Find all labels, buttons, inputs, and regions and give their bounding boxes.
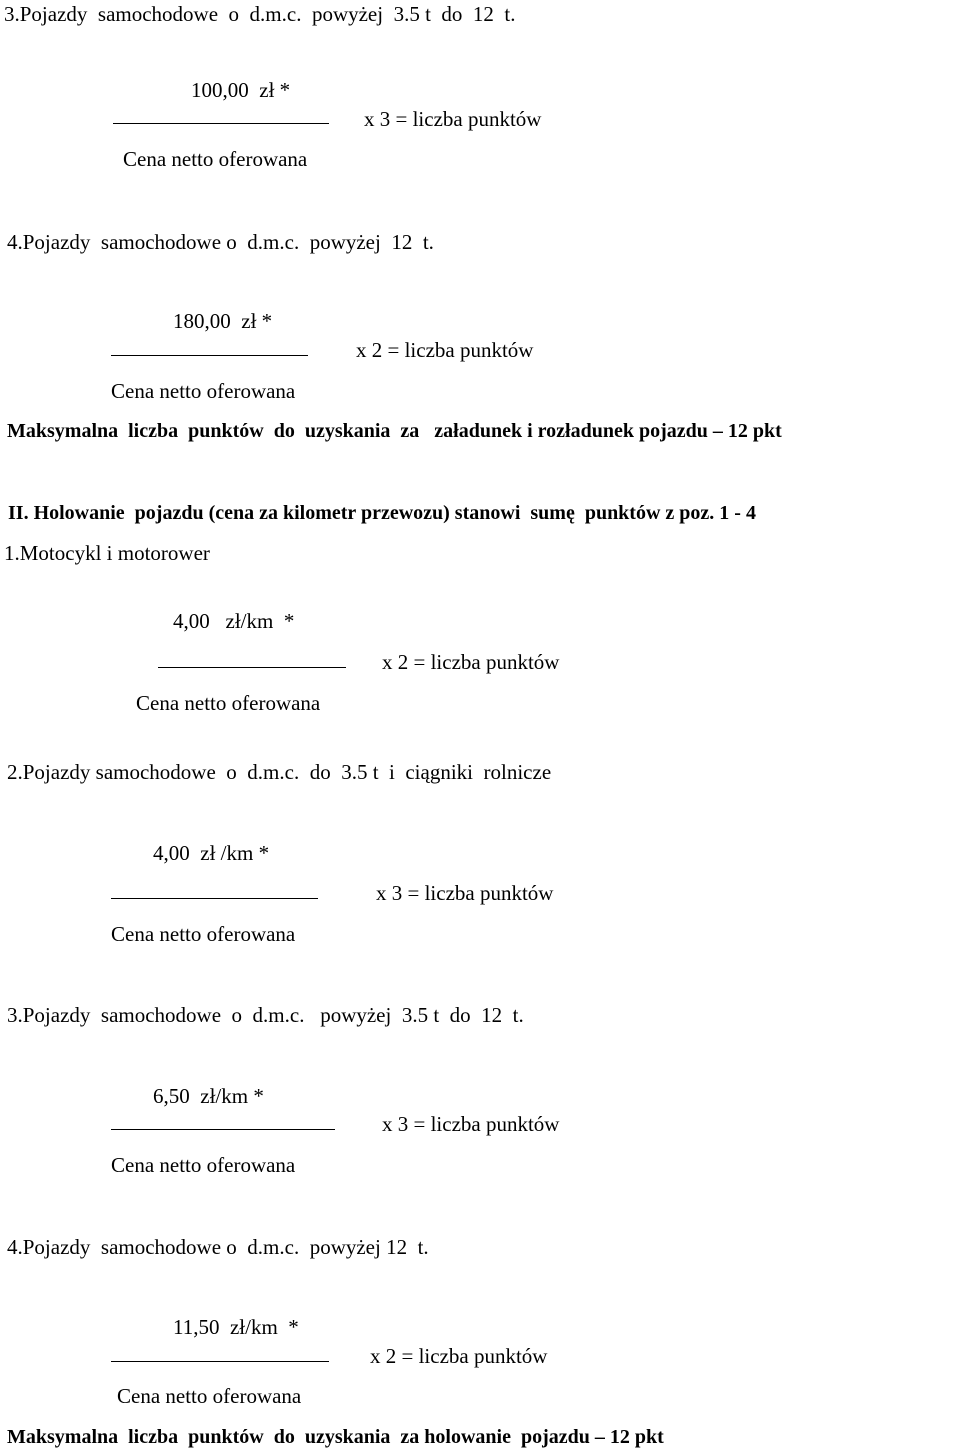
- heading-motorcycle: 1.Motocykl i motorower: [4, 541, 210, 565]
- price-denominator: Cena netto oferowana: [123, 147, 308, 171]
- points-formula: x 3 = liczba punktów: [364, 107, 542, 131]
- heading-vehicles-3-5-to-12t: 3.Pojazdy samochodowe o d.m.c. powyżej 3.5 t do 12 t.: [7, 1003, 524, 1027]
- price-denominator: Cena netto oferowana: [111, 379, 296, 403]
- points-formula: x 3 = liczba punktów: [382, 1112, 560, 1136]
- points-formula: x 2 = liczba punktów: [356, 338, 534, 362]
- fraction-line: [158, 667, 346, 668]
- max-points-loading: Maksymalna liczba punktów do uzyskania za załadunek i rozładunek pojazdu – 12 pkt: [7, 420, 782, 442]
- price-denominator: Cena netto oferowana: [117, 1384, 302, 1408]
- points-formula: x 2 = liczba punktów: [382, 650, 560, 674]
- fraction-line: [111, 1361, 329, 1362]
- price-numerator: 180,00 zł *: [173, 309, 273, 333]
- fraction-line: [111, 1129, 335, 1130]
- section-ii-heading: II. Holowanie pojazdu (cena za kilometr przewozu) stanowi sumę punktów z poz. 1 - 4: [8, 502, 756, 524]
- price-numerator: 4,00 zł/km *: [173, 609, 295, 633]
- heading-vehicles-3-5-to-12t: 3.Pojazdy samochodowe o d.m.c. powyżej 3.5 t do 12 t.: [4, 2, 516, 26]
- price-denominator: Cena netto oferowana: [111, 1153, 296, 1177]
- price-numerator: 4,00 zł /km *: [153, 841, 270, 865]
- price-numerator: 11,50 zł/km *: [173, 1315, 299, 1339]
- fraction-line: [113, 123, 329, 124]
- max-points-towing: Maksymalna liczba punktów do uzyskania za holowanie pojazdu – 12 pkt: [7, 1426, 664, 1448]
- price-numerator: 6,50 zł/km *: [153, 1084, 264, 1108]
- points-formula: x 3 = liczba punktów: [376, 881, 554, 905]
- price-denominator: Cena netto oferowana: [136, 691, 321, 715]
- price-denominator: Cena netto oferowana: [111, 922, 296, 946]
- fraction-line: [111, 355, 308, 356]
- points-formula: x 2 = liczba punktów: [370, 1344, 548, 1368]
- fraction-line: [111, 898, 318, 899]
- price-numerator: 100,00 zł *: [191, 78, 291, 102]
- heading-vehicles-over-12t: 4.Pojazdy samochodowe o d.m.c. powyżej 12 t.: [7, 1235, 429, 1259]
- heading-vehicles-over-12t: 4.Pojazdy samochodowe o d.m.c. powyżej 12 t.: [7, 230, 434, 254]
- heading-vehicles-up-to-3-5t: 2.Pojazdy samochodowe o d.m.c. do 3.5 t i ciągniki rolnicze: [7, 760, 552, 784]
